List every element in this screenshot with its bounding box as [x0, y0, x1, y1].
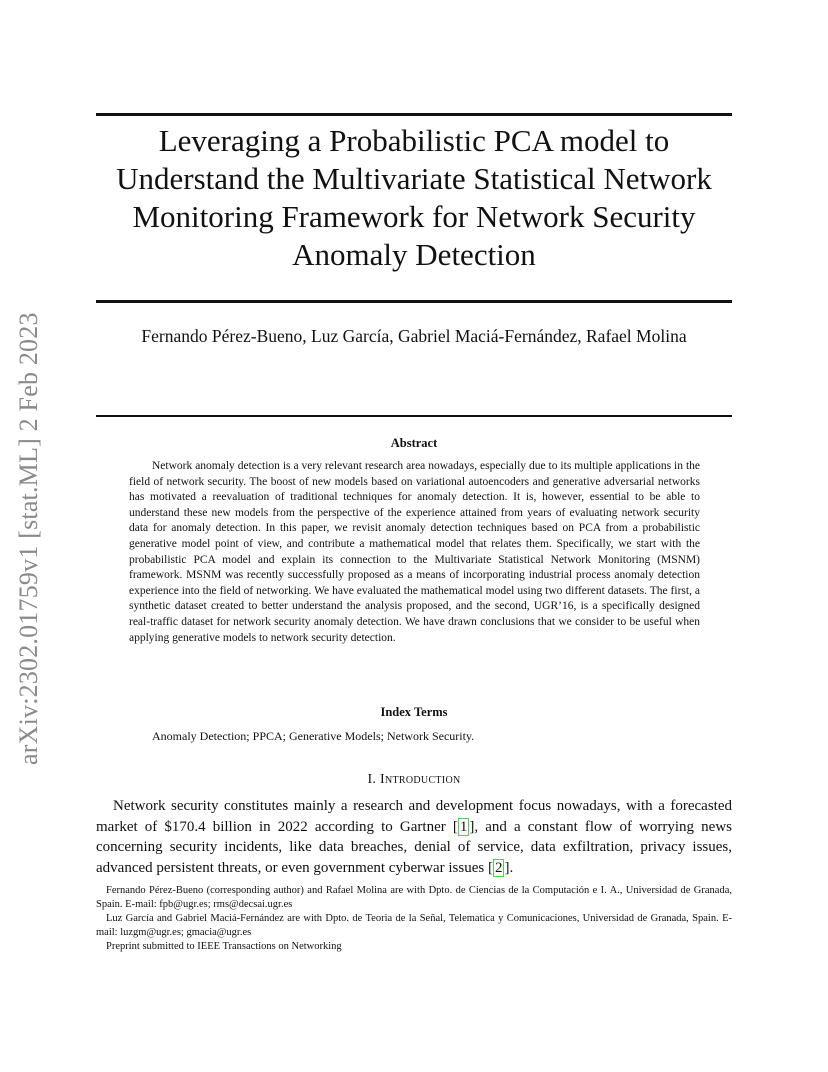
citation-link-2[interactable]: 2: [494, 859, 503, 876]
footnote-affiliation-1: Fernando Pérez-Bueno (corresponding author) and Rafael Molina are with Dpto. de Ciencias de la Computación e I. A., Universidad de Granada, Spain. E-mail: fpb@ugr.es; rms@decsai.ugr.es: [96, 885, 732, 910]
footnotes: [96, 884, 732, 954]
abstract-top-rule: [96, 415, 732, 417]
intro-text-part-1: Network security constitutes mainly a research and development focus nowadays, with a forecasted market of $170.4 billion in 2022 according to Gartner: [96, 798, 732, 835]
paper-title: Leveraging a Probabilistic PCA model to Understand the Multivariate Statistical Network Monitoring Framework for Network Security Anomaly Detection: [116, 123, 712, 272]
index-terms-heading: Index Terms: [380, 705, 448, 719]
abstract-heading: Abstract: [390, 436, 438, 450]
section-heading-introduction: [96, 772, 732, 788]
intro-text-part-3: .: [509, 859, 514, 876]
author-list: Fernando Pérez-Bueno, Luz García, Gabriel Maciá-Fernández, Rafael Molina: [141, 326, 687, 346]
title-bottom-rule: [96, 300, 732, 303]
citation-link-1[interactable]: 1: [459, 818, 468, 835]
index-terms-text: Anomaly Detection; PPCA; Generative Models; Network Security.: [152, 729, 475, 743]
introduction-paragraph: Network security constitutes mainly a research and development focus nowadays, with a forecasted market of $170.4 billion in 2022 according to Gartner [ 1 ], and a constant flow of worrying news concerning security incidents, like data breaches, denial of service, data exfiltration, privacy issues, advanced persistent threats, or even government cyberwar issues [ 2 ].: [96, 798, 732, 876]
section-title: Introduction: [380, 772, 461, 787]
intro-text-part-2: , and a constant flow of worrying news concerning security incidents, like data breaches, denial of service, data exfiltration, privacy issues, advanced persistent threats, or even government cyberwar issues: [96, 818, 732, 876]
title-top-rule: [96, 113, 732, 116]
abstract-text: Network anomaly detection is a very relevant research area nowadays, especially due to its multiple applications in the field of network security. The boost of new models based on variational autoencoders and generative adversarial networks has motivated a reevaluation of traditional techniques for anomaly detection. It is, however, essential to be able to understand these new models from the perspective of the experience attained from years of evaluating network security data for anomaly detection. In this paper, we revisit anomaly detection techniques based on PCA from a probabilistic generative model point of view, and contribute a mathematical model that relates them. Specifically, we start with the probabilistic PCA model and explain its connection to the Multivariate Statistical Network Monitoring (MSNM) framework. MSNM was recently successfully proposed as a means of incorporating industrial process anomaly detection experience into the field of networking. We have evaluated the mathematical model using two different datasets. The first, a synthetic dataset created to better understand the analysis proposed, and the second, UGR’16, is a specifically designed real-traffic dataset for network security anomaly detection. We have drawn conclusions that we consider to be useful when applying generative models to network security detection.: [129, 460, 700, 644]
footnote-affiliation-2: Luz García and Gabriel Maciá-Fernández are with Dpto. de Teoria de la Señal, Telematica y Comunicaciones, Universidad de Granada, Spain. E-mail: luzgm@ugr.es; gmacia@ugr.es: [96, 913, 732, 938]
arxiv-identifier[interactable]: arXiv:2302.01759v1 [stat.ML] 2 Feb 2023: [14, 312, 43, 765]
section-number: I.: [367, 772, 381, 787]
footnote-preprint-note: Preprint submitted to IEEE Transactions on Networking: [106, 941, 342, 952]
